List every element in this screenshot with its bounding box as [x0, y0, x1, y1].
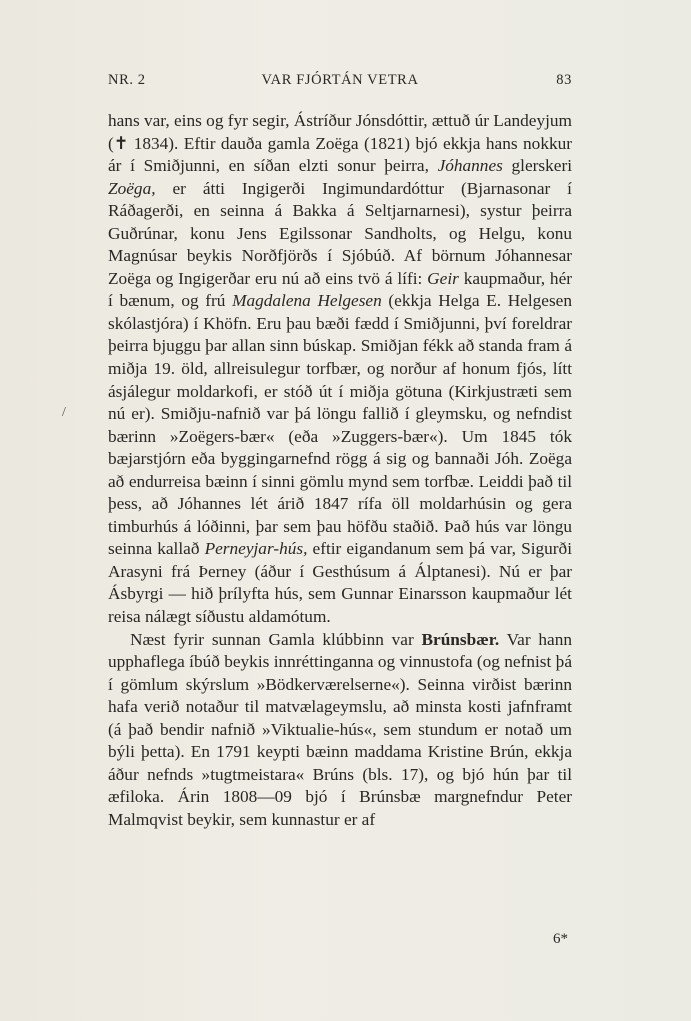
text-run: glerskeri — [502, 156, 572, 176]
issue-number: NR. 2 — [108, 72, 146, 88]
body-text — [108, 110, 572, 832]
paragraph — [108, 110, 572, 629]
margin-mark: / — [62, 405, 66, 420]
text-run: (ekkja Helga E. Helgesen skólastjóra) í Khöfn. Eru þau bæði fædd í Smiðjunni, því foreldrar þeirra bjuggu þar allan sinn búskap. Smiðjan fékk að standa fram á miðja 19. öld, allreisulegur torfbær, og norður af honum fjós, lítt ásjálegur moldarkofi, er stóð út í miðja götuna (Kirkjustræti sem nú er). Smiðju-nafnið var þá löngu fallið í gleymsku, og nefndist bærinn »Zoëgers-bær« (eða »Zuggers-bær«). Um 1845 tók bæjarstjórn eða byggingarnefnd rögg á sig og bannaði Jóh. Zoëga að endurreisa bæinn í sinni gömlu mynd sem torfbæ. Leiddi það til þess, að Jóhannes lét árið 1847 rífa öll moldarhúsin og gera timburhús á lóðinni, þar sem þau höfðu staðið. Það hús var löngu seinna kallað — [108, 291, 572, 559]
text-run: er átti Ingigerði Ingimundardóttur (Bjarnasonar í Ráðagerði, en seinna á Bakka á Seltjarnarnesi), systur þeirra Guðrúnar, konu Jens Egilssonar Sandholts, og Helgu, konu Magnúsar beykis Norðfjörðs í Sjóbúð. Af börnum Jóhannesar Zoëga og Ingigerðar eru nú að eins tvö á lífi: — [108, 178, 572, 288]
text-run: Næst fyrir sunnan Gamla klúbbinn var — [130, 629, 422, 649]
italic-run: Magdalena Helgesen — [232, 291, 382, 311]
italic-run: Zoëga, — [108, 178, 156, 198]
text-run: eftir eigandanum sem þá var, Sigurði Arasyni frá Þerney (áður í Gesthúsum á Álptanesi). Nú er þar Ásbyrgi — hið þrílyfta hús, sem Gunnar Einarsson kaupmaður lét reisa nálægt síðustu aldamótum. — [108, 539, 572, 627]
text-run: hans var, eins og fyr segir, Ástríður Jónsdóttir, ættuð úr Landeyjum (✝ 1834). Eftir dauða gamla Zoëga (1821) bjó ekkja hans nokkur ár í Smiðjunni, en síðan elzti sonur þeirra, — [108, 111, 572, 176]
printer-signature: 6* — [553, 931, 568, 947]
italic-run: Geir — [427, 268, 459, 288]
running-title: VAR FJÓRTÁN VETRA — [261, 72, 419, 88]
text-run: kaupmaður, hér í bænum, og frú — [108, 268, 572, 311]
text-run: Var hann upphaflega íbúð beykis innréttinganna og vinnustofa (og nefnist þá í gömlum skýrslum »Bödkerværelserne«). Seinna virðist bærinn hafa verið notaður til matvælageymslu, að minsta kosti jafnframt (á það bendir nafnið »Viktualie-hús«, sem stundum er notað um býli þetta). En 1791 keypti bæinn maddama Kristine Brún, ekkja áður nefnds »tugtmeistara« Brúns (bls. 17), og bjó hún þar til æfiloka. Árin 1808—09 bjó í Brúnsbæ margnefndur Peter Malmqvist beykir, sem kunnastur er af — [108, 629, 572, 829]
paragraph — [108, 629, 572, 832]
italic-run: Jóhannes — [437, 156, 503, 176]
page-number: 83 — [556, 72, 572, 88]
italic-run: Perneyjar-hús, — [204, 539, 308, 559]
bold-run: Brúnsbær. — [421, 629, 500, 649]
